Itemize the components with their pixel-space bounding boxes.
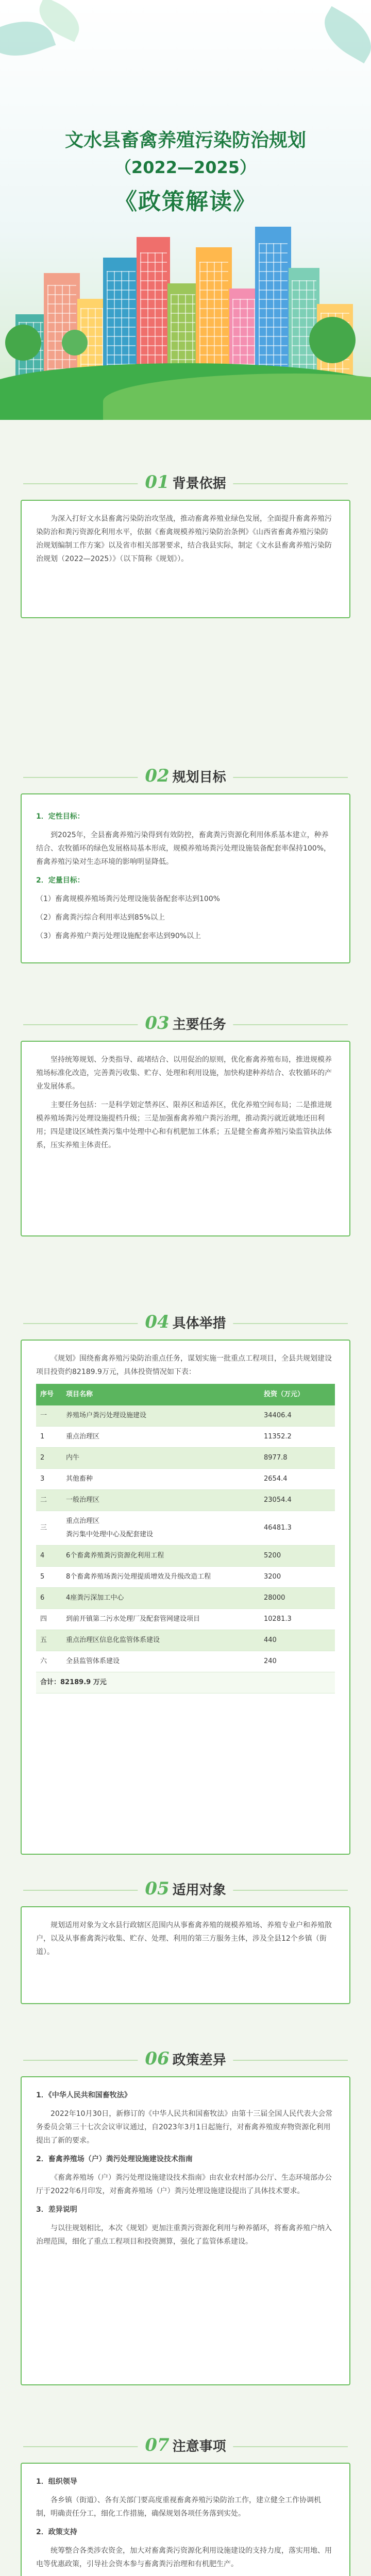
table-row	[36, 1630, 335, 1651]
row-project-name: 内牛	[62, 1448, 260, 1469]
table-header-value: 投资（万元）	[260, 1384, 335, 1405]
section-header	[0, 1870, 371, 1910]
section-title: 主要任务	[172, 1016, 226, 1032]
section-number: 04	[145, 1312, 170, 1332]
row-investment: 8977.8	[260, 1448, 335, 1469]
row-index: 一	[36, 1405, 62, 1427]
table-total: 合计：82189.9 万元	[36, 1672, 335, 1693]
table-row	[36, 1651, 335, 1672]
tasks-text: 主要任务包括：一是科学划定禁养区、限养区和适养区，优化养殖空间布局；二是推进规模养殖场粪污处理设施提档升级；三是加强畜禽养殖户粪污治理，推动粪污就近就地还田利用；四是建设区域性粪污集中处理中心和有机肥加工体系；五是健全畜禽养殖污染监管执法体系，压实养殖主体责任。	[36, 1101, 332, 1149]
section-title: 背景依据	[172, 476, 226, 492]
diff-text: 2022年10月30日，新修订的《中华人民共和国畜牧法》由第十三届全国人民代表大会常务委员会第三十七次会议审议通过，自2023年3月1日起施行，对畜禽养殖废弃物资源化利用提出了新的要求。	[36, 2110, 333, 2145]
investment-table	[36, 1384, 335, 1693]
row-index: 3	[36, 1469, 62, 1490]
hero-title: 文水县畜禽养殖污染防治规划	[64, 130, 306, 151]
table-row	[36, 1609, 335, 1630]
row-index: 六	[36, 1651, 62, 1672]
table-row	[36, 1448, 335, 1469]
section-number: 03	[145, 1013, 170, 1033]
table-row	[36, 1511, 335, 1546]
row-investment: 5200	[260, 1546, 335, 1567]
table-row	[36, 1567, 335, 1588]
table-row	[36, 1588, 335, 1609]
row-investment: 440	[260, 1630, 335, 1651]
diff-heading: 3．差异说明	[36, 2206, 77, 2214]
section-title: 适用对象	[172, 1882, 226, 1898]
table-row	[36, 1546, 335, 1567]
table-row	[36, 1405, 335, 1427]
goal-heading: 2．定量目标：	[36, 876, 85, 885]
section-title: 政策差异	[172, 2052, 226, 2068]
row-investment: 11352.2	[260, 1427, 335, 1448]
row-index: 1	[36, 1427, 62, 1448]
table-row	[36, 1427, 335, 1448]
row-investment: 23054.4	[260, 1490, 335, 1511]
row-project-name: 养殖场户粪污处理设施建设	[62, 1405, 260, 1427]
section-notes	[0, 2427, 371, 2568]
row-project-name: 一般治理区	[62, 1490, 260, 1511]
row-investment: 46481.3	[260, 1511, 335, 1546]
table-header-name: 项目名称	[62, 1384, 260, 1405]
section-number: 05	[145, 1878, 170, 1899]
row-index: 4	[36, 1546, 62, 1567]
diff-text: 《畜禽养殖场（户）粪污处理设施建设技术指南》由农业农村部办公厅、生态环境部办公厅于2022年6月印发，对畜禽养殖场（户）粪污处理设施建设提出了具体技术要求。	[36, 2174, 332, 2195]
section-title: 具体举措	[172, 1315, 226, 1331]
section-diff	[0, 2040, 371, 2246]
note-text: 统筹整合各类涉农资金，加大对畜禽粪污资源化利用设施建设的支持力度，落实用地、用电等优惠政策，引导社会资本参与畜禽粪污治理和有机肥生产。	[36, 2547, 332, 2568]
row-index: 四	[36, 1609, 62, 1630]
row-investment: 28000	[260, 1588, 335, 1609]
diff-card	[21, 2076, 350, 2385]
row-project-name: 重点治理区 粪污集中处理中心及配套建设	[62, 1511, 260, 1546]
section-background	[0, 464, 371, 563]
tasks-text: 坚持统筹规划、分类指导、疏堵结合、以用促治的原则，优化畜禽养殖布局，推进规模养殖场标准化改造，完善粪污收集、贮存、处理和利用设施，加快构建种养结合、农牧循环的产业发展体系。	[36, 1056, 332, 1091]
row-project-name: 6个畜禽养殖粪污资源化利用工程	[62, 1546, 260, 1567]
row-index: 6	[36, 1588, 62, 1609]
target-text: 规划适用对象为文水县行政辖区范围内从事畜禽养殖的规模养殖场、养殖专业户和养殖散户，以及从事畜禽粪污收集、贮存、处理、利用的第三方服务主体，涉及全县12个乡镇（街道）。	[36, 1921, 332, 1956]
goal-item: （2）畜禽粪污综合利用率达到85%以上	[36, 913, 165, 922]
row-project-name: 全县监管体系建设	[62, 1651, 260, 1672]
row-investment: 3200	[260, 1567, 335, 1588]
goal-text: 到2025年，全县畜禽养殖污染得到有效防控，畜禽粪污资源化利用体系基本建立，种养结合、农牧循环的绿色发展格局基本形成，规模养殖场粪污处理设施装备配套率保持100%，畜禽养殖污染对生态环境的影响明显降低。	[36, 831, 331, 866]
row-index: 三	[36, 1511, 62, 1546]
target-card	[21, 1906, 350, 2004]
section-title: 注意事项	[172, 2438, 226, 2454]
diff-heading: 2．畜禽养殖场（户）粪污处理设施建设技术指南	[36, 2155, 193, 2163]
measures-card	[21, 1340, 350, 1855]
row-project-name: 重点治理区信息化监管体系建设	[62, 1630, 260, 1651]
row-investment: 10281.3	[260, 1609, 335, 1630]
row-index: 五	[36, 1630, 62, 1651]
table-row	[36, 1469, 335, 1490]
goal-item: （1）畜禽规模养殖场粪污处理设施装备配套率达到100%	[36, 895, 220, 903]
row-project-name: 到前开镇第二污水处理厂及配套管网建设项目	[62, 1609, 260, 1630]
leaf-decoration	[315, 6, 371, 63]
section-header	[0, 464, 371, 504]
section-number: 02	[145, 766, 170, 786]
table-header-index: 序号	[36, 1384, 62, 1405]
row-index: 2	[36, 1448, 62, 1469]
section-header	[0, 2427, 371, 2467]
section-header	[0, 1303, 371, 1344]
background-text: 为深入打好文水县畜禽污染防治攻坚战，推动畜禽养殖业绿色发展，全面提升畜禽养殖污染防治和粪污资源化利用水平，依据《畜禽规模养殖污染防治条例》《山西省畜禽养殖污染防治规划编制工作方案》以及省市相关部署要求，结合我县实际，制定《文水县畜禽养殖污染防治规划（2022—2025）》（以下简称《规划》）。	[36, 515, 332, 563]
section-number: 01	[145, 472, 170, 493]
note-text: 各乡镇（街道）、各有关部门要高度重视畜禽养殖污染防治工作，建立健全工作协调机制，明确责任分工，细化工作措施，确保规划各项任务落到实处。	[36, 2496, 321, 2518]
row-investment: 2654.4	[260, 1469, 335, 1490]
section-tasks	[0, 1005, 371, 1149]
section-header	[0, 1005, 371, 1045]
section-measures	[0, 1303, 371, 1686]
hero-period: （2022—2025）	[114, 158, 257, 177]
row-index: 5	[36, 1567, 62, 1588]
section-title: 规划目标	[172, 769, 226, 785]
section-goals	[0, 757, 371, 940]
section-number: 06	[145, 2048, 170, 2069]
row-investment: 240	[260, 1651, 335, 1672]
row-project-name: 8个畜禽养殖场粪污处理提质增效及升级改造工程	[62, 1567, 260, 1588]
section-number: 07	[145, 2435, 170, 2455]
hero-policy-label: 《政策解读》	[114, 189, 257, 215]
goal-heading: 1．定性目标：	[36, 812, 85, 821]
note-heading: 2．政策支持	[36, 2528, 77, 2536]
measures-intro: 《规划》围绕畜禽养殖污染防治重点任务，谋划实施一批重点工程项目，全县共规划建设项目投资约82189.9万元，具体投资情况如下表：	[36, 1354, 332, 1376]
hero-banner	[0, 0, 371, 420]
tasks-card	[21, 1041, 350, 1236]
row-project-name: 4座粪污深加工中心	[62, 1588, 260, 1609]
row-index: 二	[36, 1490, 62, 1511]
background-card	[21, 500, 350, 618]
section-header	[0, 757, 371, 798]
row-project-name: 重点治理区	[62, 1427, 260, 1448]
note-heading: 1．组织领导	[36, 2478, 77, 2486]
table-row	[36, 1490, 335, 1511]
goals-card	[21, 793, 350, 963]
row-project-name: 其他畜种	[62, 1469, 260, 1490]
goal-item: （3）畜禽养殖户粪污处理设施配套率达到90%以上	[36, 932, 201, 940]
row-investment: 34406.4	[260, 1405, 335, 1427]
section-header	[0, 2040, 371, 2080]
diff-heading: 1．《中华人民共和国畜牧法》	[36, 2091, 131, 2099]
notes-card	[21, 2463, 350, 2576]
section-target	[0, 1870, 371, 1956]
diff-text: 与以往规划相比，本次《规划》更加注重粪污资源化利用与种养循环，将畜禽养殖户纳入治理范围，细化了重点工程项目和投资测算，强化了监管体系建设。	[36, 2224, 332, 2246]
